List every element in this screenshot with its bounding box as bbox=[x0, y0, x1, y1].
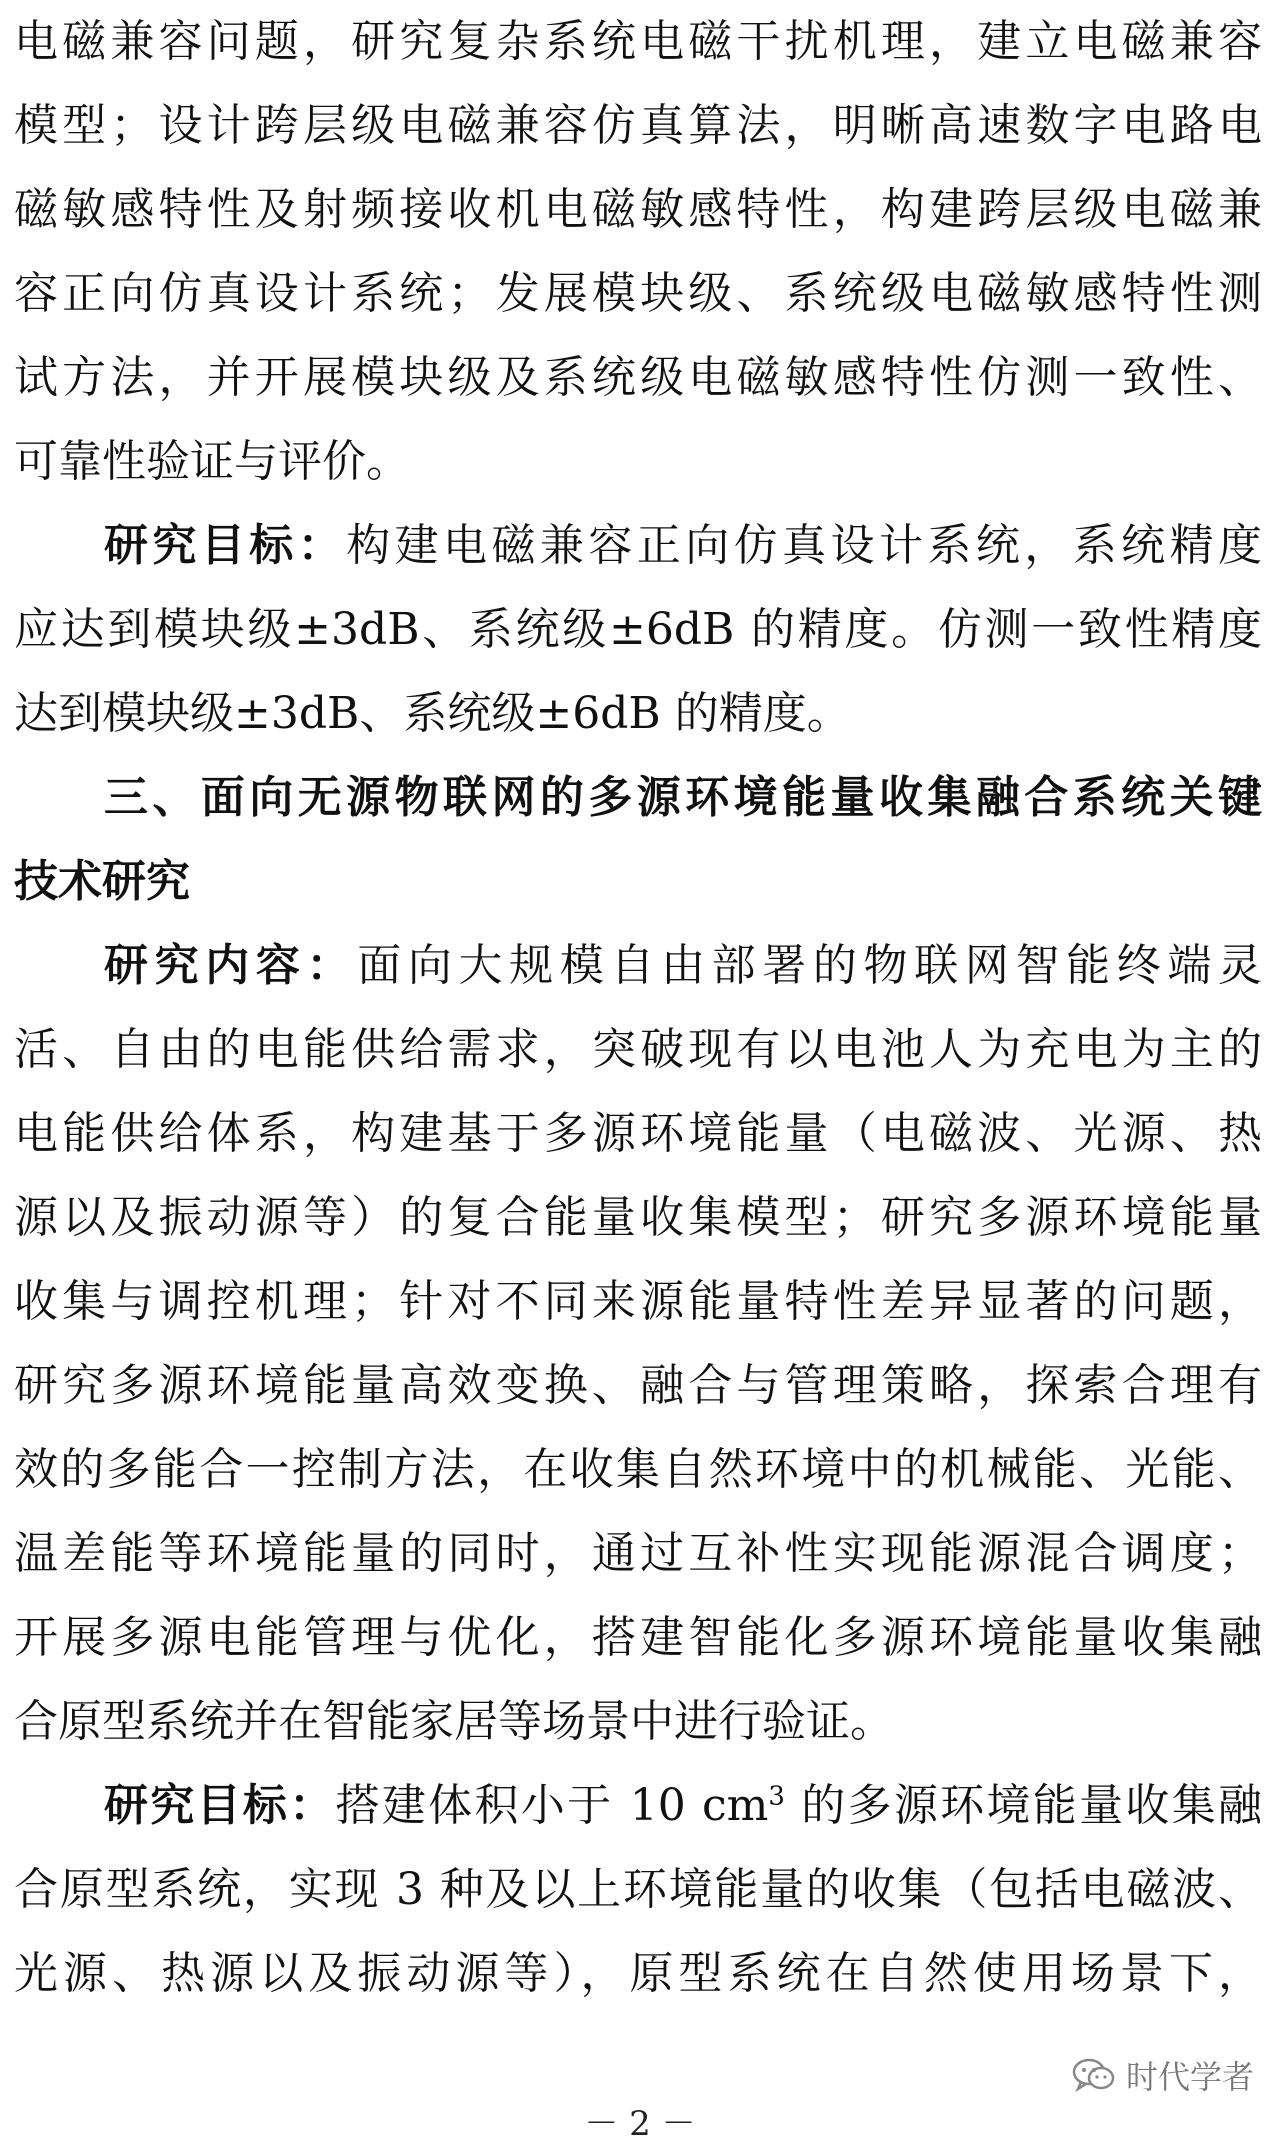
paragraph-line: 效的多能合一控制方法，在收集自然环境中的机械能、光能、 bbox=[14, 1444, 1262, 1495]
paragraph-line: 电磁兼容问题，研究复杂系统电磁干扰机理，建立电磁兼容 bbox=[14, 16, 1262, 67]
document-page bbox=[14, 0, 1262, 2016]
research-content-label: 研究内容： bbox=[104, 940, 358, 991]
page-number: － 2 － bbox=[584, 2104, 696, 2144]
paragraph-line: 源以及振动源等）的复合能量收集模型；研究多源环境能量 bbox=[14, 1192, 1262, 1243]
paragraph-line: 容正向仿真设计系统；发展模块级、系统级电磁敏感特性测 bbox=[14, 268, 1262, 319]
superscript: 3 bbox=[768, 1781, 785, 1812]
goal-text-pre: 搭建体积小于 10 cm bbox=[335, 1780, 769, 1831]
paragraph-line: 可靠性验证与评价。 bbox=[14, 436, 410, 487]
paragraph-line: 模型；设计跨层级电磁兼容仿真算法，明晰高速数字电路电 bbox=[14, 100, 1262, 151]
paragraph-line: 光源、热源以及振动源等），原型系统在自然使用场景下， bbox=[14, 1948, 1262, 1999]
paragraph-line: 合原型系统，实现 3 种及以上环境能量的收集（包括电磁波、 bbox=[14, 1864, 1262, 1915]
paragraph-line: 开展多源电能管理与优化，搭建智能化多源环境能量收集融 bbox=[14, 1612, 1262, 1663]
paragraph-line: 试方法，并开展模块级及系统级电磁敏感特性仿测一致性、 bbox=[14, 352, 1262, 403]
watermark bbox=[1072, 2052, 1254, 2098]
goal-paragraph-line bbox=[14, 1764, 1262, 1848]
paragraph-line: 活、自由的电能供给需求，突破现有以电池人为充电为主的 bbox=[14, 1024, 1262, 1075]
research-goal-label: 研究目标： bbox=[104, 1780, 336, 1831]
goal-text: 构建电磁兼容正向仿真设计系统，系统精度 bbox=[346, 520, 1263, 571]
goal-paragraph-line bbox=[14, 504, 1262, 588]
paragraph-line: 研究多源环境能量高效变换、融合与管理策略，探索合理有 bbox=[14, 1360, 1262, 1411]
goal-text-post: 的多源环境能量收集融 bbox=[784, 1780, 1263, 1831]
section-heading: 三、面向无源物联网的多源环境能量收集融合系统关键 bbox=[104, 772, 1262, 823]
wechat-icon bbox=[1072, 2057, 1116, 2093]
content-text: 面向大规模自由部署的物联网智能终端灵 bbox=[357, 940, 1263, 991]
paragraph-line: 达到模块级±3dB、系统级±6dB 的精度。 bbox=[14, 688, 851, 739]
paragraph-line: 温差能等环境能量的同时，通过互补性实现能源混合调度； bbox=[14, 1528, 1262, 1579]
paragraph-line: 收集与调控机理；针对不同来源能量特性差异显著的问题， bbox=[14, 1276, 1262, 1327]
research-goal-label: 研究目标： bbox=[104, 520, 347, 571]
paragraph-line: 电能供给体系，构建基于多源环境能量（电磁波、光源、热 bbox=[14, 1108, 1262, 1159]
section-heading-cont: 技术研究 bbox=[14, 856, 190, 907]
watermark-text: 时代学者 bbox=[1125, 2058, 1254, 2096]
paragraph-line: 应达到模块级±3dB、系统级±6dB 的精度。仿测一致性精度 bbox=[14, 604, 1262, 655]
content-paragraph-line bbox=[14, 924, 1262, 1008]
paragraph-line: 磁敏感特性及射频接收机电磁敏感特性，构建跨层级电磁兼 bbox=[14, 184, 1262, 235]
paragraph-line: 合原型系统并在智能家居等场景中进行验证。 bbox=[14, 1696, 894, 1747]
